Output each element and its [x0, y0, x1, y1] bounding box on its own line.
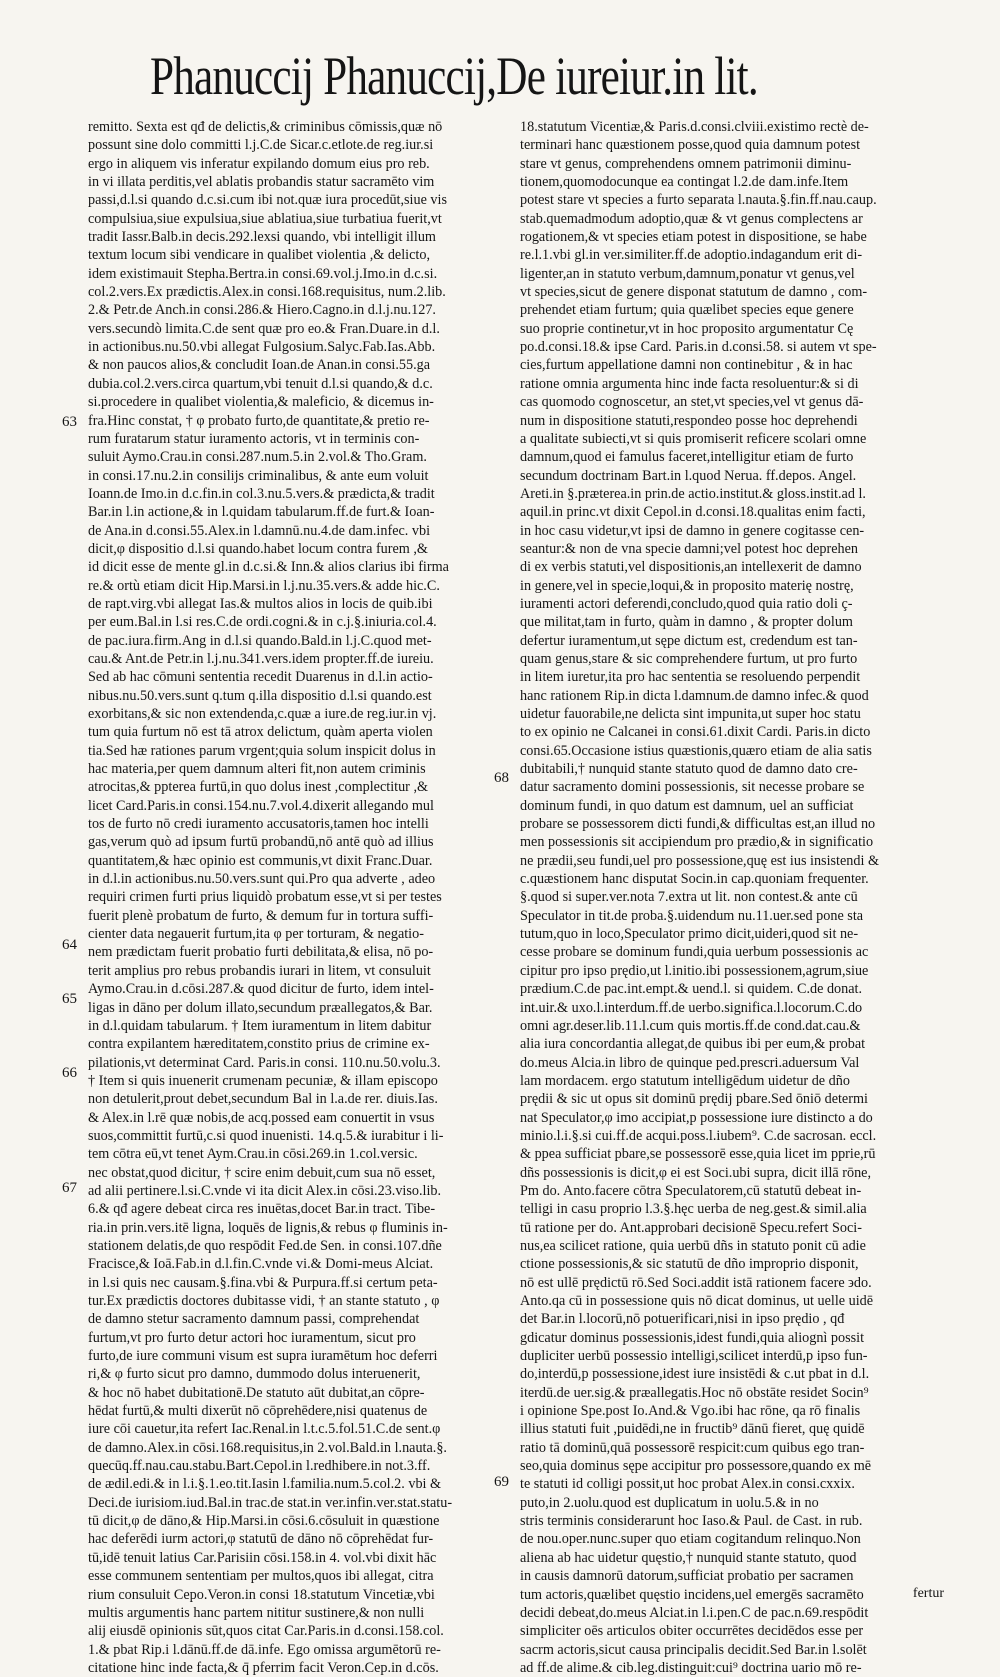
text-line: suluit Aymo.Crau.in consi.287.num.5.in 2.vol.& Tho.Gram. [88, 449, 427, 466]
text-line: tradit Iassr.Balb.in decis.292.lexsi quando, vbi intelligit illum [88, 229, 436, 246]
text-line: nec obstat,quod dicitur, † scire enim debuit,cum sua nō esset, [88, 1164, 436, 1181]
text-line: secundum doctrinam Bart.in l.quod Nerua. ff.depos. Angel. [520, 467, 857, 484]
text-line: in litem iuretur,ita pro hac sententia se resoluendo perpendit [520, 669, 861, 686]
text-line: simpliciter oēs articulos obiter occurrētes decidēdos esse per [520, 1623, 864, 1640]
margin-number: 64 [62, 937, 77, 953]
text-line: stare vt genus, comprehendens omnem patrimonii diminu- [520, 155, 852, 172]
margin-number: 68 [494, 770, 509, 786]
text-line: de nou.oper.nunc.super quo etiam cogitandum relinquo.Non [520, 1531, 861, 1548]
text-line: Anto.qa cū in possessione quis nō dicat dominus, ut uelle uidē [520, 1293, 874, 1309]
text-line: nat Speculator,φ imo accipiat,p possessione iure distincto a do [520, 1109, 873, 1126]
text-line: de damno stetur sacramento damnum passi, comprehendat [88, 1311, 420, 1328]
text-line: que militat,tam in furto, quàm in damno , & propter dolum [520, 614, 853, 631]
text-line: terit amplius pro rebus probandis iurari in litem, vt consuluit [88, 962, 431, 979]
text-line: Aymo.Crau.in d.cōsi.287.& quod dicitur de furto, idem intel- [88, 981, 434, 998]
text-line: ne prædii,seu fundi,uel pro possessione,quę est ius insistendi & [520, 852, 879, 869]
text-line: ria.in prin.vers.itē ligna, loquēs de lignis,& rebus φ fluminis in- [88, 1219, 448, 1236]
text-line: Speculator in tit.de proba.§.uidendum nu.11.uer.sed pone sta [520, 907, 864, 924]
text-line: damnum,quod ei famulus faceret,intelligitur etiam de furto [520, 449, 854, 466]
text-line: tum actoris,quælibet quęstio incidens,uel emergēs sacramēto [520, 1586, 864, 1603]
text-line: ergo in aliquem vis inferatur expilando domum eius pro reb. [88, 155, 430, 172]
text-line: fra.Hinc constat, † φ probato furto,de quantitate,& pretio re- [88, 412, 430, 429]
text-line: cau.& Ant.de Petr.in l.j.nu.341.vers.idem propter.ff.de iureiu. [88, 650, 434, 667]
text-line: quecūq.ff.nau.cau.stabu.Bart.Cepol.in l.redhibere.in not.3.ff. [88, 1458, 431, 1475]
text-line: dominum fundi, in quo datum est damnum, uel an sufficiat [520, 797, 854, 814]
text-line: de damno.Alex.in cōsi.168.requisitus,in 2.vol.Bald.in l.nauta.§. [88, 1439, 447, 1456]
text-line: men possessionis sit accipiendum pro prædio,& in significatio [520, 834, 874, 851]
text-line: Deci.de iurisiom.iud.Bal.in trac.de stat.in ver.infin.ver.stat.statu- [88, 1494, 453, 1511]
margin-number: 63 [62, 414, 77, 430]
text-line: furtum,vt pro furto detur actori hoc iuramentum, sicut pro [88, 1329, 416, 1346]
text-line: in d.l.in actionibus.nu.50.vers.sunt qui.Pro qua adverte , adeo [88, 871, 436, 888]
text-line: idem existimauit Stepha.Bertra.in consi.69.vol.j.Imo.in d.c.si. [88, 265, 438, 282]
text-line: rium consuluit Cepo.Veron.in consi 18.statutum Vincetiæ,vbi [88, 1586, 435, 1603]
text-line: tionem,quomodocunque ea contingat l.2.de dam.infe.Item [520, 174, 849, 191]
text-line: exorbitans,& sic non extendenda,c.quæ a iure.de reg.iur.in vj. [88, 706, 437, 722]
margin-number: 66 [62, 1065, 77, 1081]
text-line: int.uir.& uxo.l.interdum.ff.de uerbo.significa.l.locorum.C.do [520, 999, 863, 1016]
text-line: passi,d.l.si quando d.c.si.cum ibi not.quæ iura procedūt,siue vis [88, 192, 447, 209]
text-line: alia iura concordantia allegat,de quibus ibi per eum,& probat [520, 1036, 866, 1053]
page-header [150, 40, 970, 112]
text-line: gas,verum quò ad ipsum furtū probandū,nō antē quò ad illius [88, 834, 434, 851]
text-line: tos de furto nō credi iuramento accusatoris,tamen hoc intelli [88, 816, 429, 833]
text-line: in actionibus.nu.50.vbi allegat Fulgosium.Salyc.Fab.Ias.Abb. [88, 339, 436, 356]
text-line: col.2.vers.Ex prædictis.Alex.in consi.168.requisitus, num.2.lib. [88, 284, 446, 301]
text-line: prædium.C.de pac.int.empt.& uend.l. si quidem. C.de donat. [520, 981, 863, 998]
catchword: fertur [912, 1586, 944, 1601]
text-line: illius statuti fuit ,puidēdi,ne in fructib⁹ dānū fieret, quę quidē [520, 1421, 865, 1438]
text-line: ri,& φ furto sicut pro damno, dummodo dolus interuenerit, [88, 1366, 421, 1383]
text-line: quam genus,stare & sic comprehendere furtum, ut pro furto [520, 650, 858, 667]
text-line: tia.Sed hæ rationes parum vrgent;quia solum inspicit dolus in [88, 742, 436, 759]
text-line: hēdat furtū,& multi dixerūt nō cōprehēdere,nisi quatenus de [88, 1403, 428, 1420]
text-line: hac materia,per quem damnum alteri fit,non autem criminis [88, 761, 426, 778]
text-line: do,interdū,p possessione,idest iure insistēdi & c.ut pbat in d.l. [520, 1366, 870, 1383]
text-line: consi.65.Occasione istius quæstionis,quæro etiam de alia satis [520, 742, 872, 759]
text-line: rogationem,& vt species etiam potest in dispositione, se habe [520, 229, 867, 246]
text-line: prędii & sic ut opus sit dominū prędij pbare.Sed ōniō determi [520, 1091, 868, 1108]
text-line: dupliciter uerbū possessio intelligi,scilicet interdū,p ipso fun- [520, 1348, 868, 1365]
text-line: non detulerit,prout debet,secundum Bal in l.a.de rer. diuis.Ias. [88, 1091, 438, 1108]
text-line: dubitabili,† nunquid stante statuto quod de damno dato cre- [520, 761, 858, 778]
text-line: in genere,vel in specie,loqui,& in proposito materię nostrę, [520, 577, 854, 594]
margin-number: 67 [62, 1180, 77, 1196]
text-line: tum quia furtum nō est tā atrox delictum, quàm aperta violen [88, 724, 433, 741]
text-line: gdicatur dominus possessionis,idest fundi,quia aliognì possit [520, 1329, 865, 1346]
text-line: de pac.iura.firm.Ang in d.l.si quando.Bald.in l.j.C.quod met- [88, 632, 432, 649]
text-line: Sed ab hac cōmuni sententia recedit Duarenus in d.l.in actio- [88, 669, 433, 686]
text-line: & ppea sufficiat pbare,se possessorē esse,quia licet im pprie,rū [520, 1146, 876, 1163]
text-line: cas quomodo cognoscetur, an stet,vt species,vel vt genus dā- [520, 394, 864, 411]
text-line: Pm do. Anto.facere cōtra Speculatorem,cū statutū debeat in- [520, 1182, 862, 1199]
text-line: ctione possessionis,& sic statutū de dño improprio disponit, [520, 1256, 859, 1273]
text-line: furto,de iure communi visum est supra iuramētum hoc deferri [88, 1348, 438, 1365]
text-line: si.procedere in qualibet violentia,& maleficio, & dicemus in- [88, 394, 434, 411]
text-line: vt species,sicut de genere disponat statutum de damno , com- [520, 284, 868, 301]
text-line: re.l.1.vbi gl.in ver.similiter.ff.de adoptio.indagandum erit di- [520, 247, 863, 264]
text-line: dicit,φ dispositio d.l.si quando.habet locum contra furem ,& [88, 540, 428, 557]
text-line: datur sacramento domini possessionis, sit necesse probare se [520, 779, 865, 796]
text-line: to ex opinio ne Calcanei in consi.61.dixit Cardi. Paris.in dicto [520, 724, 871, 741]
text-line: Bar.in l.in actione,& in l.quidam tabularum.ff.de furt.& Ioan- [88, 504, 435, 521]
text-line: requiri crimen furti prius liquidò probatum esse,vt si per testes [88, 889, 442, 906]
text-line: nō est ullē prędictū rō.Sed Soci.addit istā rationem facere ϶do. [520, 1274, 872, 1291]
text-line: & Alex.in l.rē quæ nobis,de acq.possed eam conuertit in vsus [88, 1109, 435, 1126]
text-line: puto,in 2.uolu.quod est duplicatum in uolu.5.& in no [520, 1494, 819, 1511]
text-line: compulsiua,siue expulsiua,siue ablatiua,siue turbatiua fuerit,vt [88, 210, 442, 227]
text-line: ratio tā dominū,quā possessorē respicit:cum quibus ego tran- [520, 1439, 865, 1456]
text-line: & non paucos alios,& concludit Ioan.de Anan.in consi.55.ga [88, 357, 431, 374]
text-line: vers.secundò limita.C.de sent quæ pro eo.& Fran.Duare.in d.l. [88, 320, 440, 337]
text-line: aquil.in princ.vt dixit Cepol.in d.consi.18.qualitas enim facti, [520, 504, 866, 521]
text-line: 18.statutum Vicentiæ,& Paris.d.consi.clviii.existimo rectè de- [520, 119, 869, 135]
text-line: fuerit plenè probatum de furto, & demum fur in tortura suffi- [88, 907, 434, 924]
text-line: iuramenti actori deferendi,concludo,quod quia ratio doli ç- [520, 595, 853, 612]
text-line: nus,ea scilicet ratione, quia uerbū dñs in statuto ponit cū adie [520, 1237, 866, 1254]
text-line: po.d.consi.18.& ipse Card. Paris.in d.consi.58. si autem vt spe- [520, 339, 877, 356]
text-line: num in dispositione statuti,respondeo posse hoc deprehendi [520, 412, 858, 429]
text-line: dñs possessionis is dicit,φ ei est Soci.ubi supra, dicit illā rōne, [520, 1164, 872, 1181]
text-line: hac deferēdi iurm actori,φ statutū de dāno nō cōprehēdat fur- [88, 1531, 434, 1548]
text-line: licet Card.Paris.in consi.154.nu.7.vol.4.dixerit allegando mul [88, 797, 434, 814]
text-line: citatione hinc inde facta,& q̄ pferrim facit Veron.Cep.in d.cōs. [88, 1659, 439, 1676]
text-line: nem prædictam fuerit probatio furti debilitata,& elisa, nō po- [88, 944, 434, 961]
text-line: esse communem sententiam per multos,quos ibi allegat, citra [88, 1568, 434, 1585]
text-line: atrocitas,& ppterea furtū,in quo dolus inest ,complectitur ,& [88, 779, 429, 796]
text-line: multis argumentis hanc partem nititur sustinere,& non nulli [88, 1604, 425, 1621]
text-line: per eum.Bal.in l.si res.C.de ordi.cogni.& in c.j.§.iniuria.col.4. [88, 614, 437, 631]
text-line: Fracisce,& Ioā.Fab.in d.l.fin.C.vnde vi.& Domi-meus Alciat. [88, 1256, 434, 1273]
text-line: §.quod si super.ver.nota 7.extra ut lit. non contest.& ante cū [520, 889, 858, 906]
text-line: cienter data negauerit furtum,ita φ per torturam, & negatio- [88, 926, 424, 943]
text-line: tem cōtra eū,vt tenet Aym.Crau.in cōsi.269.in 1.col.versic. [88, 1146, 418, 1163]
text-line: hanc rationem Rip.in dicta l.damnum.de damno infec.& quod [520, 687, 869, 704]
text-line: ratione omnia argumenta hinc inde facta resoluentur:& si di [520, 375, 859, 392]
text-line: stris terminis considerarunt hoc Iaso.& Paul. de Cast. in rub. [520, 1513, 863, 1530]
text-line: in causis damnorū datorum,sufficiat probatio per sacramen [520, 1568, 854, 1585]
text-line: cipitur pro ipso prędio,ut l.initio.ibi possessionem,agrum,siue [520, 962, 869, 979]
text-line: aliena ab hac uidetur quęstio,† nunquid stante statuto, quod [520, 1549, 857, 1566]
text-line: 2.& Petr.de Anch.in consi.286.& Hiero.Cagno.in d.l.j.nu.127. [88, 302, 436, 319]
text-line: suo proprie continetur,vt in hoc proposito argumentatur Cę [520, 320, 854, 337]
text-line: dubia.col.2.vers.circa quartum,vbi tenuit d.l.si quando,& d.c. [88, 375, 433, 392]
text-line: textum locum sibi vendicare in qualibet violentia ,& delicto, [88, 247, 430, 264]
text-line: possunt sine dolo committi l.j.C.de Sicar.c.etlote.de reg.iur.si [88, 137, 434, 154]
text-line: in consi.17.nu.2.in consilijs criminalibus, & ante eum voluit [88, 467, 429, 484]
text-line: 1.& pbat Rip.i l.dānū.ff.de dā.infe. Ego omissa argumētorū re- [88, 1641, 441, 1658]
text-line: re.& ortù etiam dicit Hip.Marsi.in l.j.nu.35.vers.& adde hic.C. [88, 577, 440, 594]
text-line: omni agr.deser.lib.11.l.cum quis mortis.ff.de cond.dat.cau.& [520, 1017, 861, 1034]
text-line: cies,furtum appellatione damni non continebitur , & in hac [520, 357, 853, 374]
text-line: ad ff.de alime.& cib.leg.distinguit:cui⁹ doctrina uario mō re- [520, 1659, 862, 1676]
text-line: ligenter,an in statuto verbum,damnum,ponatur vt genus,vel [520, 265, 855, 282]
text-line: alij eiusdē opinionis sūt,quos citat Car.Paris.in d.consi.158.col. [88, 1623, 444, 1640]
text-line: prehendet etiam furtum; quia quælibet species eque genere [520, 302, 854, 319]
text-line: decidi debeat,do.meus Alciat.in l.i.pen.C de pac.n.69.respōdit [520, 1604, 869, 1621]
text-line: minio.l.i.§.si cui.ff.de acqui.poss.l.iubem⁹. C.de sacrosan. eccl. [520, 1127, 877, 1144]
margin-number: 69 [494, 1474, 509, 1490]
text-line: tū ratione per do. Ant.approbari decisionē Specu.refert Soci- [520, 1219, 862, 1236]
text-line: iure cōi cauetur,ita refert Iac.Renal.in l.t.c.5.fol.51.C.de sent.φ [88, 1421, 441, 1438]
text-line: de rapt.virg.vbi allegat Ias.& multos alios in locis de quib.ibi [88, 595, 433, 612]
text-line: tutum,quo in loco,Speculator primo dicit,uideri,quod sit ne- [520, 926, 859, 943]
text-line: ad alii pertinere.l.si.C.vnde vi ita dicit Alex.in cōsi.23.viso.lib. [88, 1182, 442, 1199]
text-line: pilationis,vt determinat Card. Paris.in consi. 110.nu.50.volu.3. [88, 1054, 441, 1071]
text-line: id dicit esse de mente gl.in d.c.si.& Inn.& alios clarius ibi firma [88, 559, 449, 576]
text-line: rum furatarum statur iuramento actoris, vt in terminis con- [88, 430, 420, 447]
text-line: de Ana.in d.consi.55.Alex.in l.damnū.nu.4.de dam.infec. vbi [88, 522, 431, 539]
text-line: telligi in casu proprio l.3.§.hęc uerba de neg.gest.& simil.alia [520, 1201, 867, 1218]
text-line: potest stare vt species a furto separata l.nauta.§.fin.ff.nau.caup. [520, 192, 877, 209]
text-line: lam mordacem. ergo statutum intelligēdum uidetur de dño [520, 1072, 850, 1089]
text-line: remitto. Sexta est qđ de delictis,& criminibus cōmissis,quæ nō [88, 119, 443, 135]
text-line: 6.& qđ agere debeat circa res inuētas,docet Bar.in tract. Tibe- [88, 1201, 436, 1218]
text-line: uidetur fauorabile,ne delicta sint impunita,ut super hoc statu [520, 706, 861, 722]
text-line: probare se possessorem dicti fundi,& difficultas est,an illud no [520, 816, 876, 833]
margin-number: 65 [62, 991, 77, 1007]
text-line: c.quæstionem hanc disputat Socin.in cap.quoniam frequenter. [520, 871, 869, 888]
text-line: a qualitate subiecti,vt si quis promiserit reficere scolari omne [520, 430, 867, 447]
text-line: & hoc nō habet dubitationē.De statuto aūt dubitat,an cōpre- [88, 1384, 425, 1401]
text-line: † Item si quis inuenerit crumenam pecuniæ, & illam episcopo [88, 1072, 438, 1089]
running-title: Phanuccij Phanuccij,De iureiur.in lit. [150, 46, 758, 106]
text-line: cesse probare se dominum fundi,quia uerbum possessionis ac [520, 944, 869, 961]
text-line: defertur iuramentum,ut sępe dictum est, credendum est tan- [520, 632, 858, 649]
text-line: in d.l.quidam tabularum. † Item iuramentum in litem dabitur [88, 1017, 432, 1034]
text-line: Areti.in §.præterea.in prin.de actio.institut.& gloss.instit.ad l. [520, 485, 866, 502]
text-line: sacrm actoris,sicut causa principalis decidit.Sed Bar.in l.solēt [520, 1641, 867, 1658]
text-line: terminari hanc quæstionem posse,quod quia damnum potest [520, 137, 861, 154]
text-line: stab.quemadmodum adoptio,quæ & vt genus complectens ar [520, 210, 863, 227]
text-line: tū dicit,φ de dāno,& Hip.Marsi.in cōsi.6.cōsuluit in quæstione [88, 1513, 440, 1530]
text-line: quantitatem,& hæc opinio est communis,vt dixit Franc.Duar. [88, 852, 433, 869]
left-text-column [88, 118, 488, 1676]
text-line: in hoc casu videtur,vt ipsi de damno in genere cogitasse cen- [520, 522, 865, 539]
text-line: det Bar.in l.locorū,nō potuerificari,nisi in ipso prędio , qđ [520, 1311, 845, 1328]
text-line: contra expilantem hæreditatem,constito prius de crimine ex- [88, 1036, 430, 1053]
text-line: te statuti id colligi possit,ut hoc probat Alex.in consi.cxxix. [520, 1476, 855, 1493]
text-line: tur.Ex prædictis doctores dubitasse vidi, † an stante statuto , φ [88, 1293, 440, 1309]
text-line: de ædil.edi.& in l.i.§.1.eo.tit.Iasin l.familia.num.5.col.2. vbi & [88, 1476, 442, 1493]
text-line: stationem delatis,de quo respōdit Fed.de Sen. in consi.107.dñe [88, 1237, 442, 1254]
right-text-column [520, 118, 948, 1676]
text-line: di ex verbis statuti,vel dispositionis,an intellexerit de damno [520, 559, 862, 576]
text-line: iterdū.de uer.sig.& præallegatis.Hoc nō obstāte residet Socin⁹ [520, 1384, 869, 1401]
text-line: suos,committit furtū,c.si quod inuenisti. 14.q.5.& iurabitur i li- [88, 1127, 444, 1144]
text-line: in vi illata perditis,vel ablatis probandis statur sacramēto vim [88, 174, 435, 191]
text-line: ligas in dāno per dolum illato,secundum præallegatos,& Bar. [88, 999, 433, 1016]
text-line: Ioann.de Imo.in d.c.fin.in col.3.nu.5.vers.& prædicta,& tradit [88, 485, 435, 502]
text-line: seantur:& non de vna specie damni;vel potest hoc deprehen [520, 540, 859, 557]
text-line: do.meus Alcia.in libro de quinque ped.prescri.aduersum Val [520, 1054, 860, 1071]
text-line: nibus.nu.50.vers.sunt q.tum q.illa dispositio d.l.si quando.est [88, 687, 432, 704]
text-line: i opinione Spe.post Io.And.& Vgo.ibi hac rōne, qa rō finalis [520, 1403, 861, 1420]
text-line: seo,quia dominus sępe accipitur pro possessore,quando ex mē [520, 1458, 872, 1475]
text-line: in l.si quis nec causam.§.fina.vbi & Purpura.ff.si certum peta- [88, 1274, 438, 1291]
text-line: tū,idē tenuit latius Car.Parisiin cōsi.158.in 4. vol.vbi dixit hāc [88, 1549, 437, 1566]
